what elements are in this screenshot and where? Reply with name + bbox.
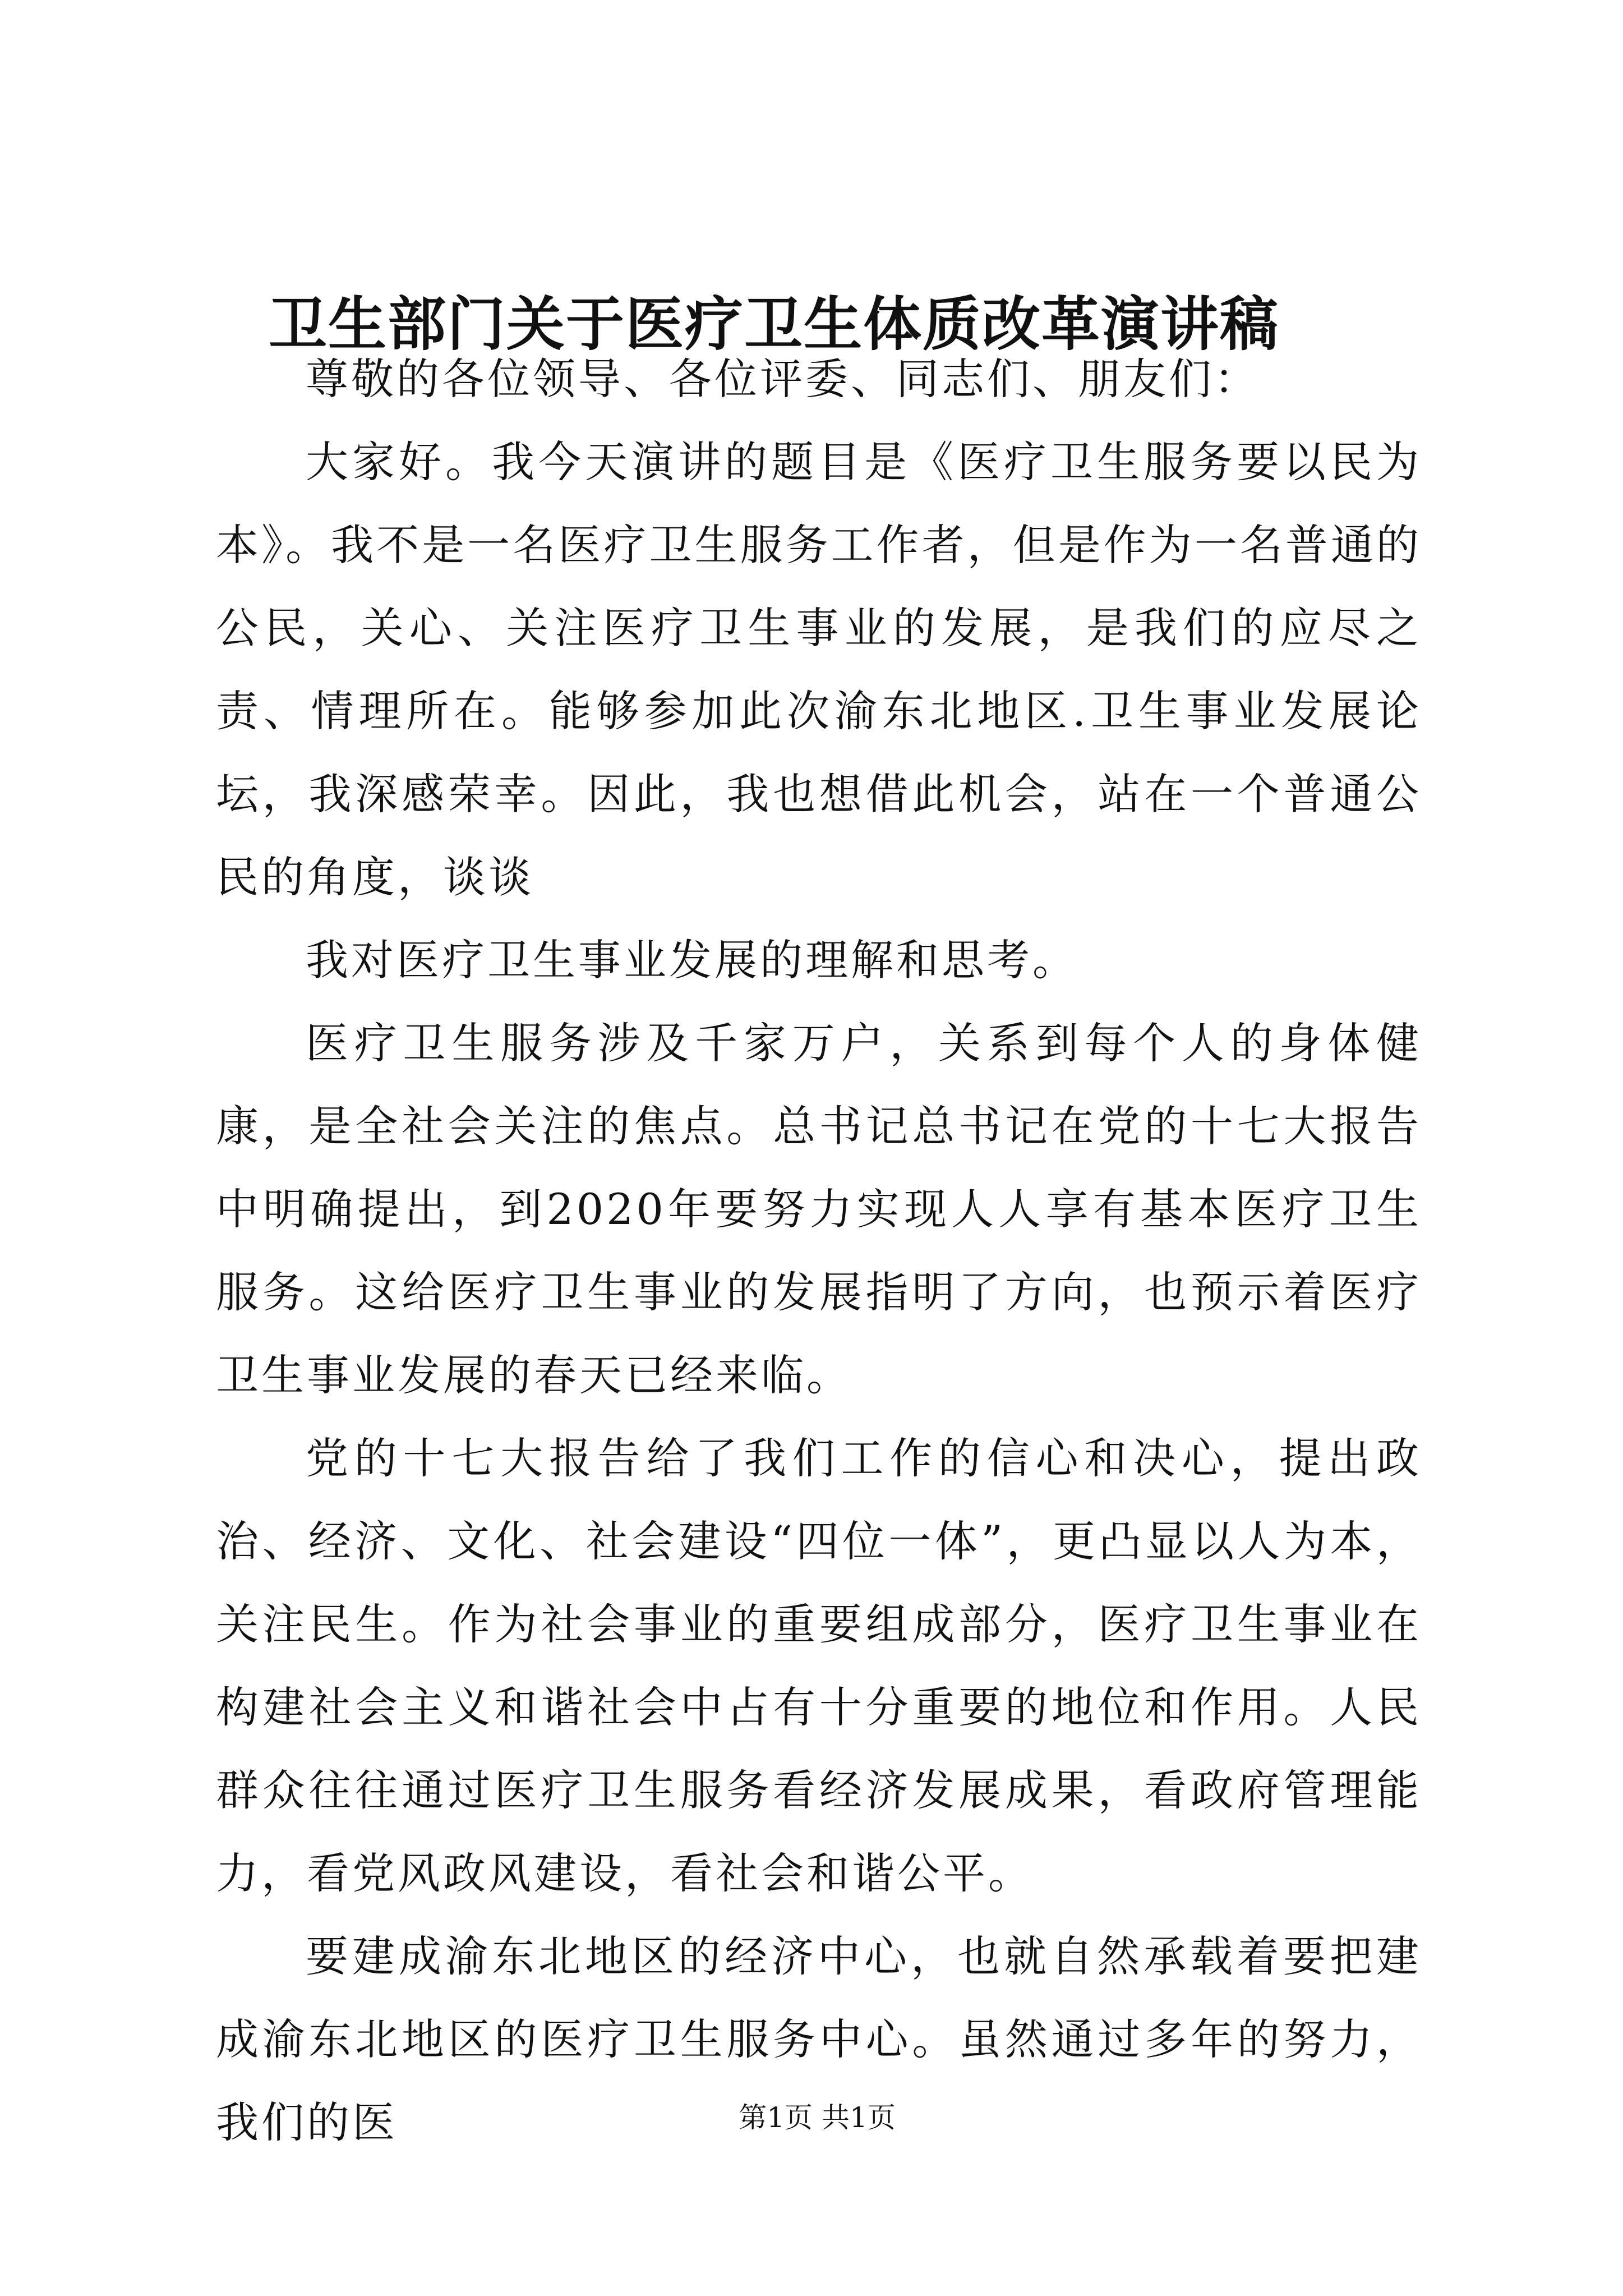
document-body bbox=[216, 338, 1422, 2164]
salutation-paragraph: 尊敬的各位领导、各位评委、同志们、朋友们： bbox=[306, 354, 1260, 404]
regional-center-paragraph: 要建成渝东北地区的经济中心，也就自然承载着要把建成渝东北地区的医疗卫生服务中心。虽然通过多年的努力，我们的医 bbox=[216, 1931, 1422, 2147]
page-number-footer: 第1页 共1页 bbox=[739, 2101, 896, 2134]
intro-continuation-paragraph: 我对医疗卫生事业发展的理解和思考。 bbox=[306, 935, 1078, 985]
congress-report-paragraph: 党的十七大报告给了我们工作的信心和决心，提出政治、经济、文化、社会建设“四位一体”，更凸显以人为本，关注民生。作为社会事业的重要组成部分，医疗卫生事业在构建社会主义和谐社会中占有十分重要的地位和作用。人民群众往往通过医疗卫生服务看经济发展成果，看政府管理能力，看党风政风建设，看社会和谐公平。 bbox=[216, 1433, 1422, 1898]
intro-paragraph: 大家好。我今天演讲的题目是《医疗卫生服务要以民为本》。我不是一名医疗卫生服务工作者，但是作为一名普通的公民，关心、关注医疗卫生事业的发展，是我们的应尽之责、情理所在。能够参加此次渝东北地区.卫生事业发展论坛，我深感荣幸。因此，我也想借此机会，站在一个普通公民的角度，谈谈 bbox=[216, 437, 1422, 902]
document-title: 卫生部门关于医疗卫生体质改革演讲稿 bbox=[268, 289, 1279, 358]
healthcare-paragraph: 医疗卫生服务涉及千家万户，关系到每个人的身体健康，是全社会关注的焦点。总书记总书记在党的十七大报告中明确提出，到2020年要努力实现人人享有基本医疗卫生服务。这给医疗卫生事业的发展指明了方向，也预示着医疗卫生事业发展的春天已经来临。 bbox=[216, 1018, 1422, 1400]
